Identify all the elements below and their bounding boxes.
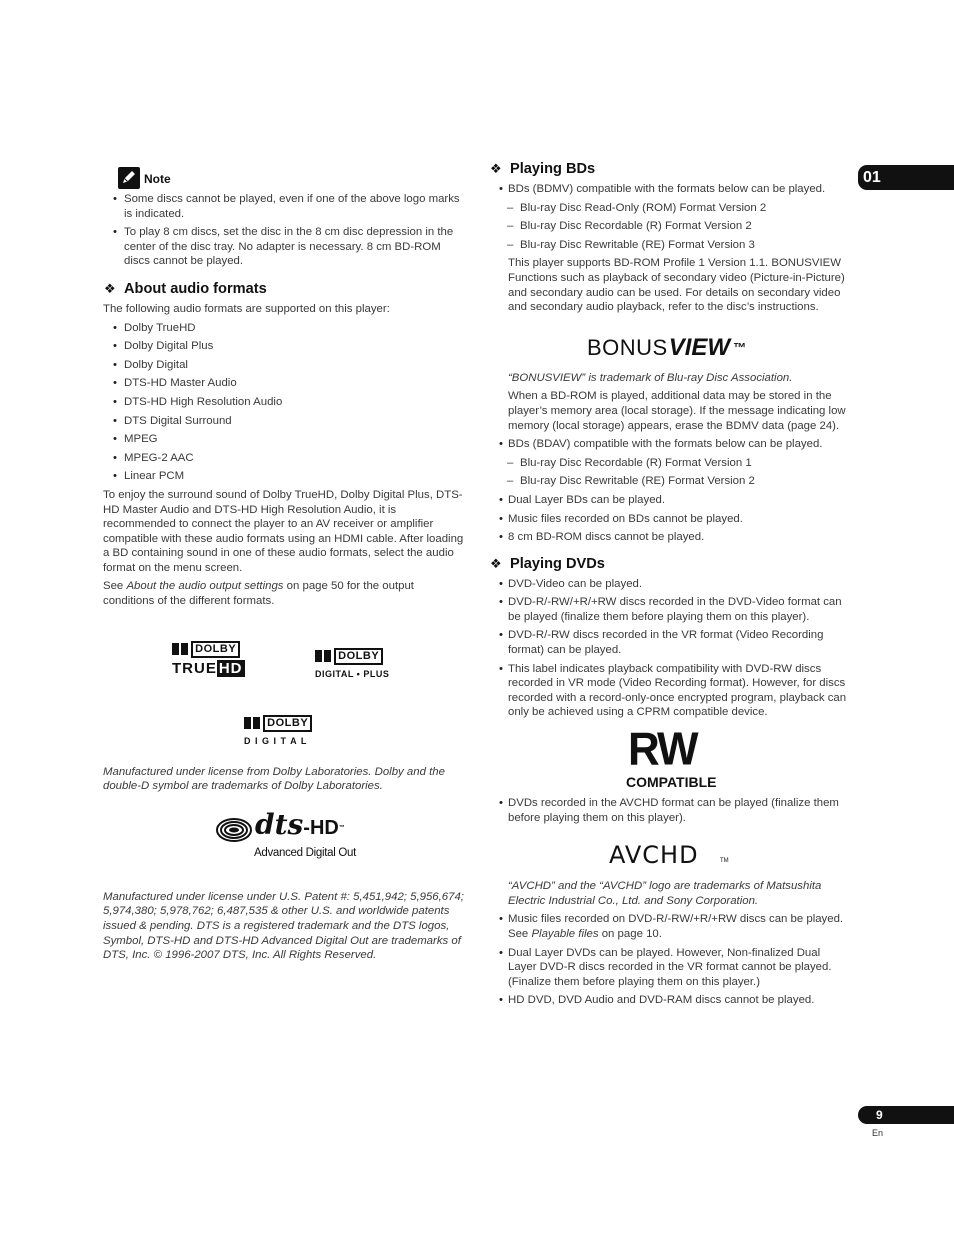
dolby-digital-plus-logo: [315, 648, 389, 680]
ref-text: on page 50 for the output conditions of the different formats.: [103, 580, 414, 608]
right-column: [489, 160, 851, 1008]
note-header: [118, 166, 465, 190]
audio-format-item: • DTS-HD High Resolution Audio: [103, 395, 465, 410]
bd-item: • 8 cm BD-ROM discs cannot be played.: [489, 530, 851, 545]
truehd-hd: HD: [218, 659, 243, 677]
left-column: [103, 166, 465, 963]
dts-disc-symbol-icon: [216, 816, 252, 844]
dts-license: Manufactured under license under U.S. Patent #: 5,451,942; 5,956,674; 5,974,380; 5,978,762; 6,487,535 & other U.S. and worldwide patents issued & pending. DTS is a registered trademark and the DTS logos, Symbol, DTS-HD and DTS-HD Advanced Digital Out are trademarks of DTS, Inc. © 1996-2007 DTS, Inc. All Rights Reserved.: [103, 890, 464, 962]
audio-format-item: • Dolby Digital Plus: [103, 339, 465, 354]
ref-link: About the audio output settings: [126, 580, 284, 593]
audio-format-item: • MPEG: [103, 432, 465, 447]
dolby-wordmark: DOLBY: [191, 641, 240, 658]
ref-text: See: [103, 580, 127, 593]
bonusview-tm: ™: [733, 339, 747, 355]
bdav-format: – Blu-ray Disc Recordable (R) Format Version 1: [489, 456, 851, 471]
truehd-text: TRUE: [172, 659, 217, 677]
bdav-format: – Blu-ray Disc Rewritable (RE) Format Version 2: [489, 474, 851, 489]
chapter-number: 01: [863, 169, 881, 186]
avchd-wordmark: AVCHD: [609, 841, 699, 870]
view-text: VIEW: [668, 333, 731, 361]
double-d-icon: [315, 650, 331, 662]
bd-item: • Dual Layer BDs can be played.: [489, 493, 851, 508]
dvd-item: • This label indicates playback compatibility with DVD-RW discs recorded in VR mode (Video Recording format). However, for discs recorded with a record-only-once encrypted program, playback can only be achieved using a CPRM compatible device.: [489, 662, 851, 720]
bd-item: • BDs (BDAV) compatible with the formats below can be played.: [489, 437, 851, 452]
dvd-item: • DVD-R/-RW/+R/+RW discs recorded in the DVD-Video format can be played (finalize them before playing them on this player).: [489, 595, 851, 624]
page-number: 9: [876, 1108, 883, 1122]
dts-wordmark: dts: [255, 807, 304, 841]
audio-format-item: • Dolby TrueHD: [103, 321, 465, 336]
dts-hd-text: -HD: [303, 816, 339, 839]
audio-heading-text: About audio formats: [124, 280, 267, 297]
storage-paragraph: When a BD-ROM is played, additional data may be stored in the player’s memory area (local storage). If the message indicating low memory (local storage) appears, erase the BDMV data (page 24).: [508, 390, 846, 432]
dvd-item: • DVDs recorded in the AVCHD format can be played (finalize them before playing them on this player).: [489, 796, 851, 825]
bds-heading-text: Playing BDs: [510, 161, 596, 177]
diamond-icon: ❖: [490, 161, 502, 176]
dts-tm: ™: [338, 825, 345, 832]
dvd-item: • DVD-Video can be played.: [489, 577, 851, 592]
audio-format-item: • DTS Digital Surround: [103, 414, 465, 429]
avchd-trademark: “AVCHD” and the “AVCHD” logo are trademarks of Matsushita Electric Industrial Co., Ltd. and Sony Corporation.: [508, 880, 822, 907]
dolby-license: Manufactured under license from Dolby Laboratories. Dolby and the double-D symbol are trademarks of Dolby Laboratories.: [103, 765, 445, 793]
dvd-item: • Dual Layer DVDs can be played. However, Non-finalized Dual Layer DVD-R discs recorded in the VR format cannot be played. (Finalize them before playing them on this player.): [489, 946, 851, 990]
bdmv-format: – Blu-ray Disc Rewritable (RE) Format Version 3: [489, 238, 851, 253]
rw-compatible-text: COMPATIBLE: [626, 774, 717, 791]
note-item: • Some discs cannot be played, even if one of the above logo marks is indicated.: [103, 192, 465, 221]
audio-format-item: • DTS-HD Master Audio: [103, 376, 465, 391]
note-pencil-icon: [118, 167, 140, 189]
audio-paragraph: To enjoy the surround sound of Dolby TrueHD, Dolby Digital Plus, DTS-HD Master Audio and DTS-HD High Resolution Audio, it is recommended to connect the player to an AV receiver or amplifier compatible with these audio formats using an HDMI cable. After loading a BD containing sound in one of these audio formats, select the audio format on the menu screen.: [103, 488, 464, 574]
double-d-icon: [172, 643, 188, 655]
dolby-logos: [103, 621, 465, 746]
digital-plus-text: DIGITAL • PLUS: [315, 668, 390, 679]
bd-item: • Music files recorded on BDs cannot be played.: [489, 512, 851, 527]
bonus-text: BONUS: [587, 334, 668, 360]
dvds-heading-text: Playing DVDs: [510, 555, 605, 572]
audio-output-reference: [103, 579, 465, 608]
digital-text: D I G I T A L: [244, 735, 308, 746]
dts-subtitle: Advanced Digital Out: [254, 846, 357, 859]
audio-format-item: • Linear PCM: [103, 469, 465, 484]
avchd-logo: [489, 839, 851, 873]
note-item: • To play 8 cm discs, set the disc in the 8 cm disc depression in the center of the disc tray. No adapter is necessary. 8 cm BD-ROM discs cannot be played.: [103, 225, 465, 269]
dvd-item: [489, 912, 851, 941]
bdmv-format: – Blu-ray Disc Recordable (R) Format Version 2: [489, 219, 851, 234]
audio-format-item: • MPEG-2 AAC: [103, 451, 465, 466]
diamond-icon: ❖: [490, 555, 502, 571]
dvds-heading: [489, 555, 851, 573]
bdmv-format: – Blu-ray Disc Read-Only (ROM) Format Version 2: [489, 201, 851, 216]
dolby-wordmark: DOLBY: [263, 715, 312, 732]
diamond-icon: ❖: [104, 280, 116, 296]
playable-files-link: Playable files: [531, 928, 599, 940]
double-d-icon: [244, 717, 260, 729]
bonusview-trademark: “BONUSVIEW” is trademark of Blu-ray Disc Association.: [508, 371, 793, 384]
audio-heading: [103, 280, 465, 298]
music-text: on page 10.: [598, 928, 662, 940]
chapter-tab: [858, 165, 954, 190]
dvd-item: • HD DVD, DVD Audio and DVD-RAM discs cannot be played.: [489, 993, 851, 1008]
rw-compatible-logo: [489, 723, 851, 794]
music-text: Music files recorded on DVD-R/-RW/+R/+RW discs can be played. See: [508, 913, 844, 940]
audio-format-item: • Dolby Digital: [103, 358, 465, 373]
dolby-wordmark: DOLBY: [334, 648, 383, 665]
profile-paragraph: This player supports BD-ROM Profile 1 Version 1.1. BONUSVIEW Functions such as playback of secondary video (Picture-in-Picture) and secondary audio can be used. For details on secondary video and secondary audio playback, refer to the disc’s instructions.: [508, 257, 845, 314]
audio-intro: The following audio formats are supported on this player:: [103, 302, 390, 315]
dolby-digital-logo: [244, 715, 312, 747]
page-number-tab: [858, 1106, 954, 1124]
bd-item: • BDs (BDMV) compatible with the formats below can be played.: [489, 182, 851, 197]
note-label: Note: [144, 172, 171, 186]
dvd-item: • DVD-R/-RW discs recorded in the VR format (Video Recording format) can be played.: [489, 628, 851, 657]
dolby-truehd-logo: [172, 641, 245, 677]
bds-heading: [489, 160, 851, 178]
avchd-tm: TM: [720, 858, 729, 865]
dts-hd-logo: [103, 808, 465, 870]
rw-text: RW: [628, 723, 697, 776]
page-language: En: [872, 1128, 884, 1138]
bonusview-logo: [489, 327, 851, 363]
